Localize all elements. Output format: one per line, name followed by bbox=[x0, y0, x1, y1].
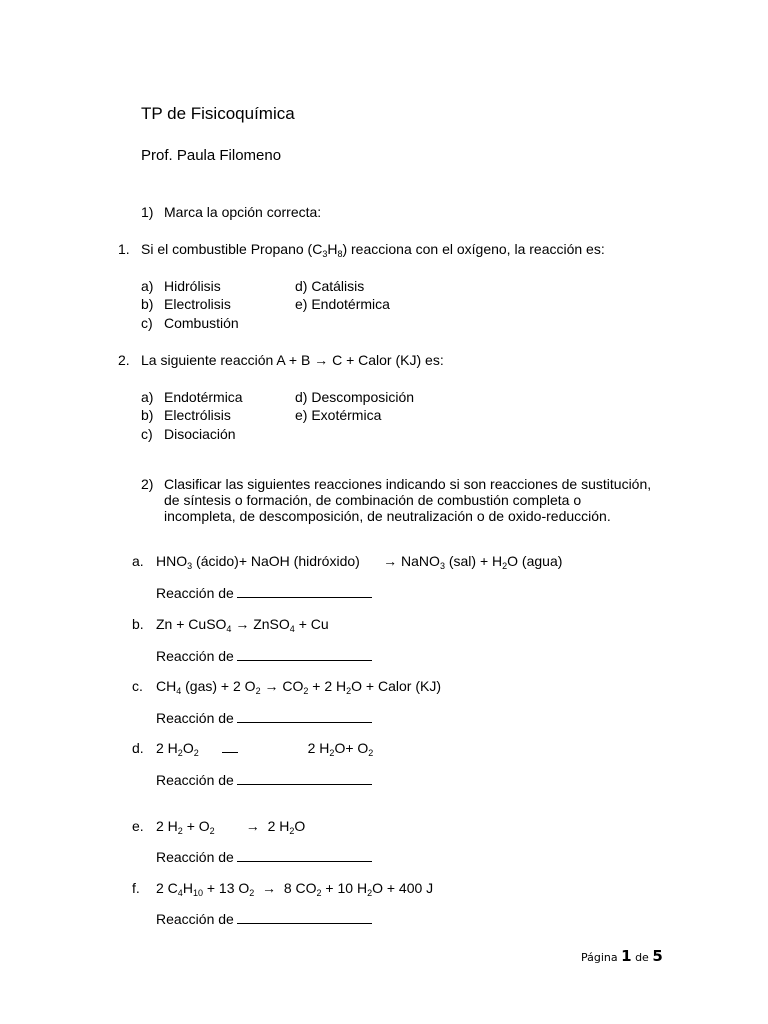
answer-blank[interactable] bbox=[237, 709, 372, 723]
answer-line: Reacción de bbox=[156, 771, 372, 788]
reaction-equation: 2 $H_2 + O_2$ → 2 $H_2O$ bbox=[156, 818, 306, 836]
option-letter: c) bbox=[141, 426, 153, 442]
answer-line: Reacción de bbox=[156, 709, 372, 726]
reaction-arrow-line bbox=[222, 752, 238, 753]
option-text: Endotérmica bbox=[164, 389, 243, 405]
answer-line: Reacción de bbox=[156, 647, 372, 664]
question-1-number: 1. bbox=[118, 241, 130, 257]
option-text: Hidrólisis bbox=[164, 278, 221, 294]
option-letter: a) bbox=[141, 389, 154, 405]
page-title: TP de Fisicoquímica bbox=[141, 104, 295, 123]
part1-number: 1) bbox=[141, 204, 154, 220]
question-2-number: 2. bbox=[118, 352, 130, 368]
answer-blank[interactable] bbox=[237, 910, 372, 924]
option-text: e) Endotérmica bbox=[295, 296, 390, 312]
option-text: e) Exotérmica bbox=[295, 407, 382, 423]
reaction-equation: 2 $H_2O_2$ 2 $H_2O+ O_2$ bbox=[156, 740, 374, 758]
option-letter: b) bbox=[141, 407, 154, 423]
part2-instruction: Clasificar las siguientes reacciones indicando si son reacciones de sustitución, de síntesis o formación, de combinación de combustión completa o incompleta, de descomposición, de neutralización o de oxido-reducción. bbox=[164, 476, 652, 524]
part2-number: 2) bbox=[141, 476, 154, 492]
reaction-equation: $CH_4$ (gas) + 2 $O_2 \to CO_2 + 2$ $H_2O$ + Calor (KJ) bbox=[156, 678, 441, 696]
page-indicator: Página 1 de 5 bbox=[581, 947, 663, 965]
teacher-name: Prof. Paula Filomeno bbox=[141, 147, 282, 164]
item-letter: b. bbox=[132, 616, 144, 632]
question-2-stem: La siguiente reacción A + B → C + Calor (KJ) es: bbox=[141, 352, 444, 368]
question-1-stem: Si el combustible Propano $(C_3H_8)$ reacciona con el oxígeno, la reacción es: bbox=[141, 241, 605, 259]
answer-blank[interactable] bbox=[237, 647, 372, 661]
option-text: d) Descomposición bbox=[295, 389, 415, 405]
item-letter: e. bbox=[132, 818, 144, 834]
item-letter: f. bbox=[132, 880, 140, 896]
item-letter: d. bbox=[132, 740, 144, 756]
option-text: Combustión bbox=[164, 315, 239, 331]
option-text: Disociación bbox=[164, 426, 236, 442]
reaction-equation: Zn + CuSO$_4$ → ZnSO$_4$ + Cu bbox=[156, 616, 329, 634]
answer-line: Reacción de bbox=[156, 910, 372, 927]
option-text: Electrólisis bbox=[164, 407, 231, 423]
reaction-equation: 2 $C_4H_{10} + 13$ $O_2 \to 8$ $CO_2 + 10$ $H_2O + 400$ J bbox=[156, 880, 434, 898]
part1-instruction: Marca la opción correcta: bbox=[164, 204, 322, 220]
option-text: Electrolisis bbox=[164, 296, 231, 312]
answer-line: Reacción de bbox=[156, 584, 372, 601]
answer-line: Reacción de bbox=[156, 848, 372, 865]
answer-blank[interactable] bbox=[237, 771, 372, 785]
answer-blank[interactable] bbox=[237, 848, 372, 862]
reaction-equation: $HNO_3$ (ácido)+ NaOH (hidróxido) → NaNO$_3$ $(sal) + H_2O$ (agua) bbox=[156, 553, 563, 571]
option-letter: a) bbox=[141, 278, 154, 294]
answer-blank[interactable] bbox=[237, 584, 372, 598]
item-letter: a. bbox=[132, 553, 144, 569]
option-letter: c) bbox=[141, 315, 153, 331]
option-text: d) Catálisis bbox=[295, 278, 365, 294]
item-letter: c. bbox=[132, 678, 143, 694]
option-letter: b) bbox=[141, 296, 154, 312]
